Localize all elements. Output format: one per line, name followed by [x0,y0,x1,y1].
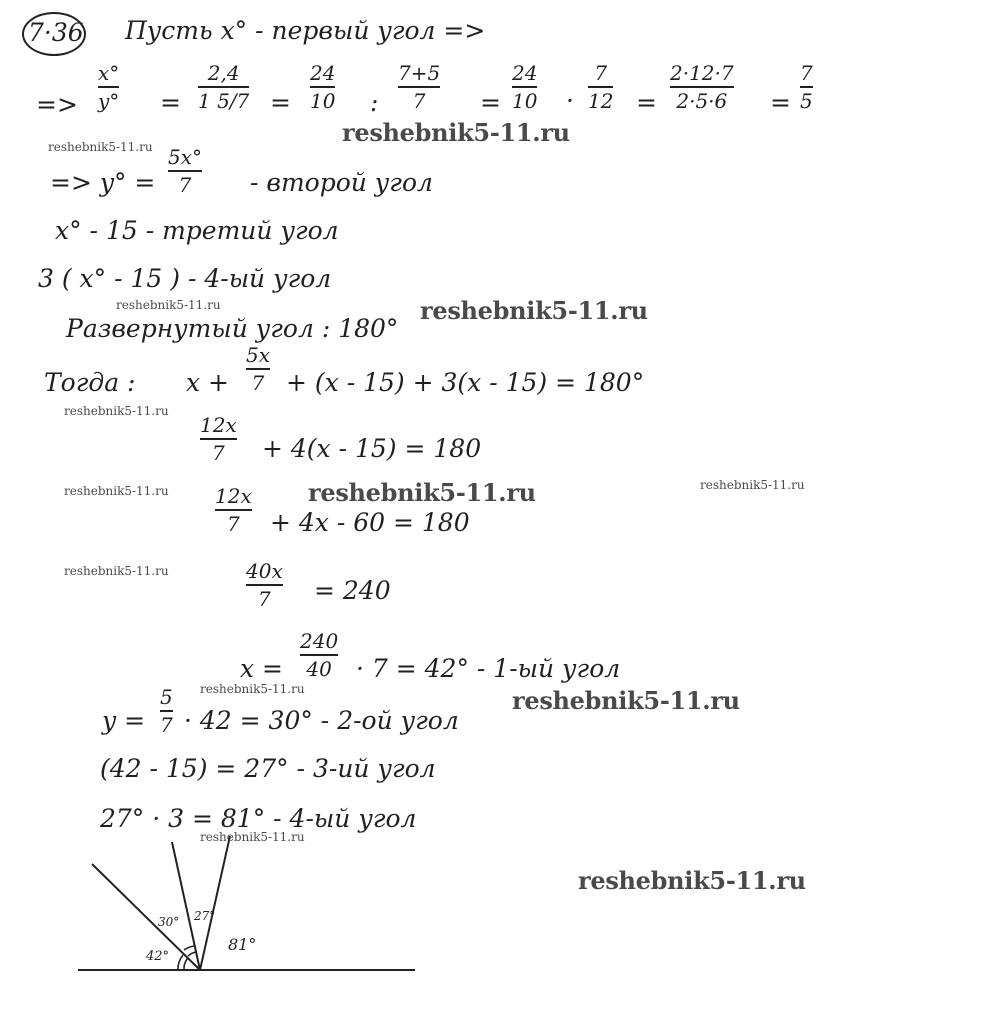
fraction-denominator: 10 [310,89,336,113]
then-rhs: + (x - 15) + 3(x - 15) = 180° [286,368,645,397]
fraction-numerator: 12x [200,413,237,437]
fraction-numerator: 24 [512,61,538,85]
watermark-small: reshebnik5-11.ru [64,404,169,418]
watermark: reshebnik5-11.ru [578,866,806,895]
fraction-24-10-b [512,62,537,112]
fraction-2-4 [198,62,249,112]
fraction-numerator: 12x [215,484,252,508]
fraction-5x-7 [168,146,202,196]
step2-rhs: + 4x - 60 = 180 [270,508,470,537]
fraction-12-7 [398,62,440,112]
problem-number: 7·36 [28,18,84,47]
fraction-numerator: 7 [594,61,608,85]
equals-sign: = [770,88,791,117]
fraction-denominator: 2·5·6 [676,89,728,113]
solve-y-lhs: y = [102,706,146,735]
angle-label-3: 27° [194,909,216,923]
watermark-small: reshebnik5-11.ru [64,564,169,578]
fraction-7-12 [588,62,613,112]
ray-3 [200,836,230,970]
fraction-denominator: 12 [588,89,614,113]
watermark-small: reshebnik5-11.ru [700,478,805,492]
fraction-denominator: 40 [306,657,332,681]
solve-y-rhs: · 42 = 30° - 2-ой угол [184,706,459,735]
watermark-small: reshebnik5-11.ru [200,682,305,696]
fourth-angle-line: 3 ( x° - 15 ) - 4-ый угол [38,264,332,293]
third-angle-line: x° - 15 - третий угол [55,216,339,245]
watermark: reshebnik5-11.ru [512,686,740,715]
divide-sign: : [370,88,379,117]
solve-x-lhs: x = [240,654,283,683]
equals-sign: = [480,88,501,117]
equals-sign: = [636,88,657,117]
fraction-denominator: 7 [212,441,225,465]
angle-label-4: 81° [228,935,257,954]
arc-2 [188,952,196,956]
watermark-small: reshebnik5-11.ru [200,830,305,844]
ratio-arrow: => [36,90,78,119]
fraction-12x-7 [200,414,237,464]
equals-sign: = [270,88,291,117]
second-angle-lhs: => y° = [50,168,156,197]
fraction-numerator: 2·12·7 [670,61,734,85]
watermark: reshebnik5-11.ru [308,478,536,507]
watermark-small: reshebnik5-11.ru [64,484,169,498]
fraction-numerator: 5 [160,685,173,709]
angle-label-2: 30° [158,915,180,929]
intro-line: Пусть x° - первый угол => [125,16,486,45]
fraction-expanded [670,62,734,112]
solve-third-line: (42 - 15) = 27° - 3-ий угол [100,754,436,783]
fraction-40x-7 [246,560,283,610]
arc-2b [184,946,194,950]
fraction-denominator: 7 [412,89,426,113]
fraction-denominator: 7 [160,713,173,737]
fraction-numerator: 240 [300,629,339,653]
arc-1b [178,955,183,970]
straight-angle-line: Развернутый угол : 180° [66,314,399,343]
fraction-5x-7-b [246,344,270,394]
fraction-5-7 [160,686,173,736]
watermark: reshebnik5-11.ru [420,296,648,325]
step3-rhs: = 240 [314,576,391,605]
then-label: Тогда : [44,368,136,397]
step1-rhs: + 4(x - 15) = 180 [262,434,482,463]
fraction-denominator: 7 [227,512,240,536]
fraction-denominator: 7 [251,371,265,395]
fraction-numerator: x° [98,61,120,85]
solve-x-rhs: · 7 = 42° - 1-ый угол [356,654,621,683]
angles-diagram [60,830,440,990]
fraction-denominator: y° [98,89,120,113]
multiply-sign: · [566,86,574,115]
fraction-numerator: 5x [246,343,271,367]
fraction-numerator: 7+5 [398,61,441,85]
fraction-7-5 [800,62,813,112]
fraction-denominator: 7 [258,587,271,611]
fraction-denominator: 5 [800,89,813,113]
watermark-small: reshebnik5-11.ru [116,298,221,312]
fraction-12x-7-b [215,485,252,535]
fraction-denominator: 10 [512,89,538,113]
fraction-denominator: 1 5/7 [198,89,250,113]
fraction-numerator: 7 [800,61,813,85]
solve-fourth-line: 27° · 3 = 81° - 4-ый угол [100,804,417,833]
fraction-24-10 [310,62,335,112]
fraction-240-40 [300,630,338,680]
equals-sign: = [160,88,181,117]
fraction-numerator: 5x° [168,145,203,169]
fraction-numerator: 40x [246,559,283,583]
fraction-numerator: 2,4 [207,61,240,85]
then-lhs: x + [186,368,229,397]
watermark: reshebnik5-11.ru [342,118,570,147]
fraction-denominator: 7 [178,173,192,197]
arc-1 [184,958,188,970]
fraction-numerator: 24 [310,61,336,85]
fraction-x-over-y [98,62,119,112]
ray-2 [172,842,200,970]
watermark-small: reshebnik5-11.ru [48,140,153,154]
second-angle-label: - второй угол [250,168,433,197]
angle-label-1: 42° [146,949,170,964]
